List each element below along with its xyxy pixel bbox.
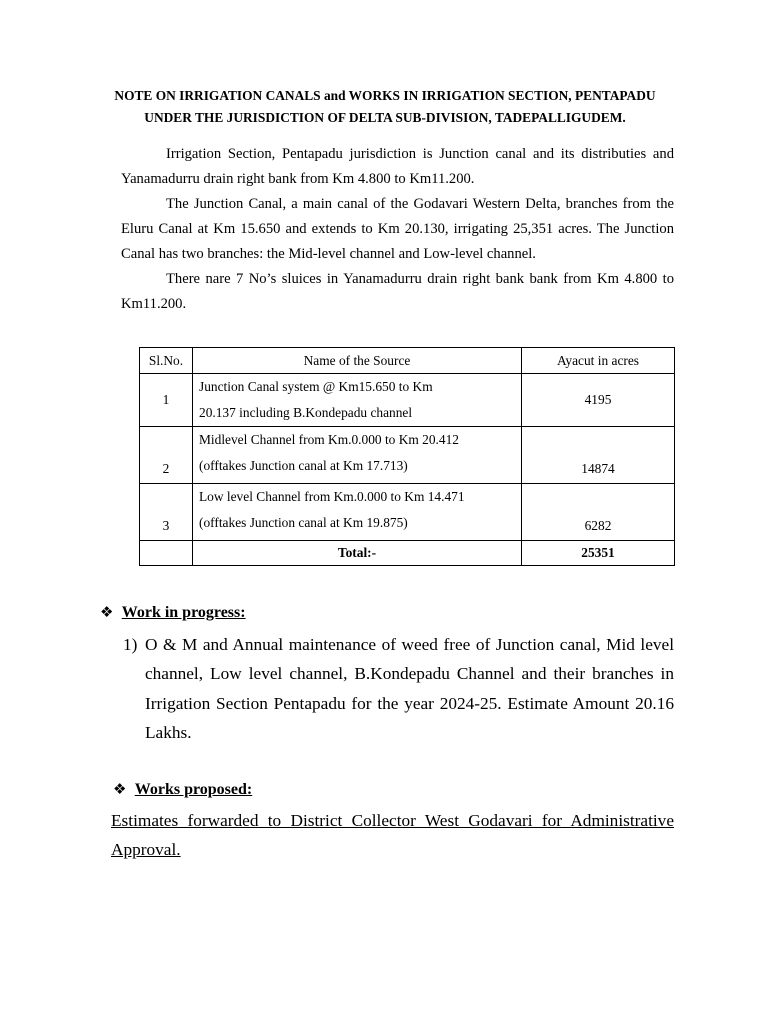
row-source-name — [193, 427, 522, 484]
source-name-line-2: (offtakes Junction canal at Km 19.875) — [199, 515, 408, 530]
header-sl-no: Sl.No. — [140, 348, 193, 374]
paragraph-jurisdiction: Irrigation Section, Pentapadu jurisdiction is Junction canal and its distributies and Yanamadurru drain right bank from Km 4.800 to Km11.200. — [121, 146, 674, 187]
row-sl-no: 3 — [140, 484, 193, 541]
paragraph-sluices: There nare 7 No’s sluices in Yanamadurru drain right bank bank from Km 4.800 to Km11.200. — [121, 271, 674, 312]
table-row — [140, 484, 675, 541]
source-name-line-1: Midlevel Channel from Km.0.000 to Km 20.412 — [199, 432, 459, 447]
total-empty-cell — [140, 541, 193, 566]
total-value: 25351 — [522, 541, 675, 566]
work-in-progress-heading — [100, 603, 246, 622]
list-item-number: 1) — [123, 635, 138, 654]
document-title-line-2: UNDER THE JURISDICTION OF DELTA SUB-DIVISION, TADEPALLIGUDEM. — [144, 110, 626, 125]
list-item-text: O & M and Annual maintenance of weed free of Junction canal, Mid level channel, Low level channel, B.Kondepadu Channel and their branches in Irrigation Section Pentapadu for the year 2024-25. Estimate Amount 20.16 Lakhs. — [145, 635, 674, 743]
source-name-line-2: 20.137 including B.Kondepadu channel — [199, 405, 413, 420]
row-sl-no: 1 — [140, 374, 193, 427]
header-ayacut: Ayacut in acres — [522, 348, 675, 374]
source-name-line-1: Low level Channel from Km.0.000 to Km 14.471 — [199, 489, 465, 504]
row-ayacut: 6282 — [522, 484, 675, 541]
works-proposed-label: Works proposed: — [134, 781, 253, 798]
diamond-bullet-icon: ❖ — [100, 603, 114, 621]
ayacut-table — [139, 347, 675, 566]
total-label: Total:- — [193, 541, 522, 566]
row-sl-no: 2 — [140, 427, 193, 484]
source-name-line-1: Junction Canal system @ Km15.650 to Km — [199, 379, 433, 394]
table-row — [140, 427, 675, 484]
header-source-name: Name of the Source — [193, 348, 522, 374]
row-ayacut: 14874 — [522, 427, 675, 484]
work-in-progress-list — [123, 630, 674, 748]
table-row — [140, 374, 675, 427]
document-title-line-1: NOTE ON IRRIGATION CANALS and WORKS IN IRRIGATION SECTION, PENTAPADU — [114, 88, 656, 103]
table-header-row — [140, 348, 675, 374]
table-total-row — [140, 541, 675, 566]
diamond-bullet-icon: ❖ — [113, 780, 127, 798]
row-source-name — [193, 374, 522, 427]
list-item — [123, 630, 674, 748]
paragraph-junction-canal: The Junction Canal, a main canal of the Godavari Western Delta, branches from the Eluru Canal at Km 15.650 and extends to Km 20.130, irrigating 25,351 acres. The Junction Canal has two branches: the Mid-level channel and Low-level channel. — [121, 196, 674, 262]
work-in-progress-label: Work in progress: — [121, 604, 246, 621]
works-proposed-text: Estimates forwarded to District Collector West Godavari for Administrative Approval. — [111, 811, 674, 860]
source-name-line-2: (offtakes Junction canal at Km 17.713) — [199, 458, 408, 473]
row-source-name — [193, 484, 522, 541]
works-proposed-heading — [113, 780, 252, 799]
row-ayacut: 4195 — [522, 374, 675, 427]
